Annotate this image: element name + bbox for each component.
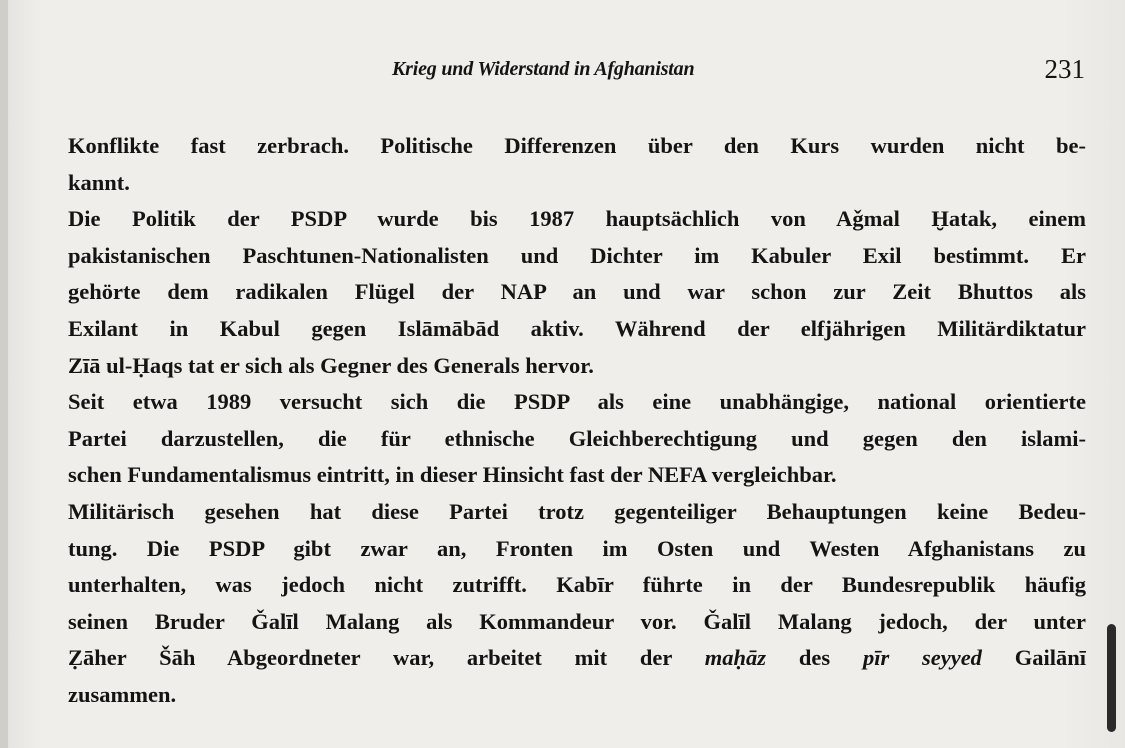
italic-term: pīr seyyed bbox=[862, 645, 982, 671]
text-line: kannt. bbox=[68, 169, 130, 195]
text-line: Die Politik der PSDP wurde bis 1987 hauptsächlich von Aǧmal Ḫatak, einem bbox=[68, 206, 1086, 232]
text-line: unterhalten, was jedoch nicht zutrifft. Kabīr führte in der Bundesrepublik häufig bbox=[68, 572, 1086, 598]
text-line: Zīā ul-Ḥaqs tat er sich als Gegner des Generals hervor. bbox=[68, 352, 594, 378]
page-gutter bbox=[0, 0, 8, 748]
text-line: Seit etwa 1989 versucht sich die PSDP als eine unabhängige, national orientierte bbox=[68, 389, 1086, 415]
running-head: Krieg und Widerstand in Afghanistan bbox=[392, 58, 695, 80]
text-line: schen Fundamentalismus eintritt, in dieser Hinsicht fast der NEFA vergleichbar. bbox=[68, 462, 837, 488]
text-line: Konflikte fast zerbrach. Politische Differenzen über den Kurs wurden nicht be- bbox=[68, 133, 1086, 158]
text-line: tung. Die PSDP gibt zwar an, Fronten im Osten und Westen Afghanistans zu bbox=[68, 535, 1086, 561]
text-line: Partei darzustellen, die für ethnische Gleichberechtigung und gegen den islami- bbox=[68, 425, 1086, 451]
text-line: zusammen. bbox=[68, 681, 177, 707]
page-number: 231 bbox=[1044, 54, 1085, 84]
text-line: Militärisch gesehen hat diese Partei trotz gegenteiliger Behauptungen keine Bedeu- bbox=[68, 498, 1086, 524]
text-line: seinen Bruder Ǧalīl Malang als Kommandeur vor. Ǧalīl Malang jedoch, der unter bbox=[68, 608, 1086, 634]
text-line-mixed bbox=[68, 640, 1086, 677]
body-text bbox=[68, 128, 1086, 714]
scrollbar-thumb[interactable] bbox=[1107, 624, 1116, 732]
line-part: des bbox=[798, 645, 831, 671]
line-part: Ẓāher Šāh Abgeordneter war, arbeitet mit der bbox=[68, 645, 672, 671]
line-part: Gailānī bbox=[1014, 645, 1086, 671]
text-line: pakistanischen Paschtunen-Nationalisten und Dichter im Kabuler Exil bestimmt. Er bbox=[68, 242, 1086, 268]
italic-term: maḥāz bbox=[704, 645, 767, 671]
text-line: Exilant in Kabul gegen Islāmābād aktiv. Während der elfjährigen Militärdiktatur bbox=[68, 315, 1086, 341]
text-line: gehörte dem radikalen Flügel der NAP an und war schon zur Zeit Bhuttos als bbox=[68, 279, 1086, 305]
